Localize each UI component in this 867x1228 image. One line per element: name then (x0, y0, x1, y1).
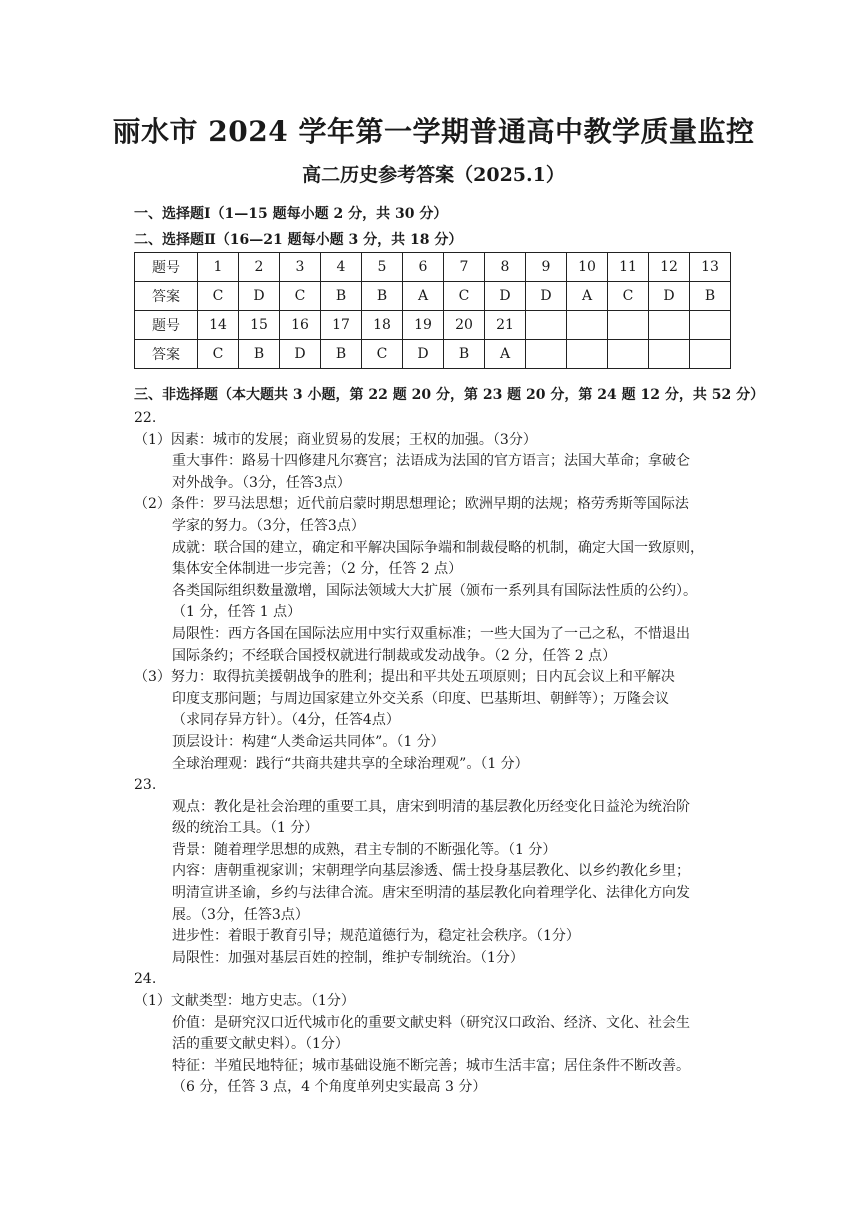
question-number: 2 (239, 253, 280, 282)
answer-line: 全球治理观：践行“共商共建共享的全球治理观”。（1 分） (172, 755, 529, 772)
question-number: 13 (690, 253, 731, 282)
empty-cell (526, 340, 567, 369)
answer-line: 进步性：着眼于教育引导；规范道德行为，稳定社会秩序。（1分） (172, 928, 580, 945)
answer-line: 局限性：西方各国在国际法应用中实行双重标准；一些大国为了一己之私，不惜退出 (172, 625, 690, 642)
row-label: 题号 (135, 253, 198, 282)
page-title: 丽水市 2024 学年第一学期普通高中教学质量监控 (112, 115, 755, 148)
answer-cell: C (362, 340, 403, 369)
answer-cell: B (362, 282, 403, 311)
question-number-22: 22. (134, 410, 157, 426)
answer-line: （1）文献类型：地方史志。（1分） (134, 993, 355, 1010)
answer-line: 背景：随着理学思想的成熟，君主专制的不断强化等。（1 分） (172, 841, 557, 858)
question-number: 10 (567, 253, 608, 282)
answer-cell: B (239, 340, 280, 369)
answer-line: 局限性：加强对基层百姓的控制，维护专制统治。（1分） (172, 949, 524, 966)
answer-line: 价值：是研究汉口近代城市化的重要文献史料（研究汉口政治、经济、文化、社会生 (172, 1014, 690, 1031)
row-label: 题号 (135, 311, 198, 340)
question-number-23: 23. (134, 777, 157, 794)
answer-cell: C (198, 340, 239, 369)
question-number: 4 (321, 253, 362, 282)
answer-line: 级的统治工具。（1 分） (172, 820, 319, 837)
empty-cell (649, 340, 690, 369)
row-label: 答案 (135, 282, 198, 311)
answer-line: 对外战争。（3分，任答3点） (172, 474, 351, 491)
empty-cell (567, 311, 608, 340)
answer-line: 各类国际组织数量激增，国际法领域大大扩展（颁布一系列具有国际法性质的公约）。 (172, 582, 697, 599)
answer-table (134, 252, 731, 369)
question-number: 6 (403, 253, 444, 282)
page-subtitle: 高二历史参考答案（2025.1） (302, 164, 565, 186)
answer-line: 学家的努力。（3分，任答3点） (172, 517, 365, 534)
answer-cell: D (649, 282, 690, 311)
empty-cell (608, 340, 649, 369)
section-choice-1: 一、选择题Ⅰ（1—15 题每小题 2 分，共 30 分） (134, 206, 448, 222)
empty-cell (649, 311, 690, 340)
answer-cell: D (280, 340, 321, 369)
answer-cell: D (239, 282, 280, 311)
answer-cell: C (608, 282, 649, 311)
answer-line: （求同存异方针）。（4分，任答4点） (172, 712, 400, 729)
question-number: 5 (362, 253, 403, 282)
question-number: 18 (362, 311, 403, 340)
row-label: 答案 (135, 340, 198, 369)
answer-line: 国际条约；不经联合国授权就进行制裁或发动战争。（2 分，任答 2 点） (172, 647, 617, 664)
empty-cell (608, 311, 649, 340)
question-number: 3 (280, 253, 321, 282)
question-number: 19 (403, 311, 444, 340)
answer-line: 顶层设计：构建“人类命运共同体”。（1 分） (172, 733, 445, 750)
answer-cell: A (567, 282, 608, 311)
question-number: 7 (444, 253, 485, 282)
answer-line: 内容：唐朝重视家训；宋朝理学向基层渗透、儒士投身基层教化、以乡约教化乡里； (172, 863, 690, 880)
question-number: 16 (280, 311, 321, 340)
answer-cell: A (485, 340, 526, 369)
section-non-choice: 三、非选择题（本大题共 3 小题，第 22 题 20 分，第 23 题 20 分，第 24 题 12 分，共 52 分） (134, 387, 765, 403)
table-row (135, 282, 731, 311)
question-number: 9 (526, 253, 567, 282)
question-number: 14 (198, 311, 239, 340)
answer-line: 成就：联合国的建立，确定和平解决国际争端和制裁侵略的机制，确定大国一致原则， (172, 539, 704, 556)
answer-line: 观点：教化是社会治理的重要工具，唐宋到明清的基层教化历经变化日益沦为统治阶 (172, 798, 690, 815)
answer-cell: B (444, 340, 485, 369)
answer-body (134, 408, 754, 1099)
table-row (135, 311, 731, 340)
empty-cell (567, 340, 608, 369)
answer-cell: B (690, 282, 731, 311)
question-number: 21 (485, 311, 526, 340)
answer-line: 明清宣讲圣谕，乡约与法律合流。唐宋至明清的基层教化向着理学化、法律化方向发 (172, 885, 690, 902)
answer-line: 活的重要文献史料）。（1分） (172, 1036, 349, 1053)
question-number: 8 (485, 253, 526, 282)
answer-line: 集体安全体制进一步完善；（2 分，任答 2 点） (172, 561, 463, 578)
answer-line: （6 分，任答 3 点，4 个角度单列史实最高 3 分） (172, 1079, 487, 1096)
question-number: 15 (239, 311, 280, 340)
question-number: 12 (649, 253, 690, 282)
empty-cell (526, 311, 567, 340)
table-row (135, 253, 731, 282)
answer-cell: B (321, 340, 362, 369)
answer-cell: C (280, 282, 321, 311)
answer-cell: D (526, 282, 567, 311)
answer-line: （3）努力：取得抗美援朝战争的胜利；提出和平共处五项原则；日内瓦会议上和平解决 (134, 669, 675, 686)
empty-cell (690, 340, 731, 369)
answer-cell: A (403, 282, 444, 311)
answer-line: （1）因素：城市的发展；商业贸易的发展；王权的加强。（3分） (134, 431, 537, 448)
answer-line: 展。（3分，任答3点） (172, 906, 309, 923)
answer-cell: D (403, 340, 444, 369)
answer-line: 印度支那问题；与周边国家建立外交关系（印度、巴基斯坦、朝鲜等）；万隆会议 (172, 690, 669, 707)
answer-line: （1 分，任答 1 点） (172, 604, 302, 621)
section-choice-2: 二、选择题Ⅱ（16—21 题每小题 3 分，共 18 分） (134, 232, 463, 248)
answer-line: 特征：半殖民地特征；城市基础设施不断完善；城市生活丰富；居住条件不断改善。 (172, 1057, 690, 1074)
question-number: 11 (608, 253, 649, 282)
question-number-24: 24. (134, 971, 157, 988)
answer-line: （2）条件：罗马法思想；近代前启蒙时期思想理论；欧洲早期的法规；格劳秀斯等国际法 (134, 496, 689, 513)
answer-cell: C (198, 282, 239, 311)
question-number: 20 (444, 311, 485, 340)
answer-cell: D (485, 282, 526, 311)
question-number: 1 (198, 253, 239, 282)
answer-line: 重大事件：路易十四修建凡尔赛宫；法语成为法国的官方语言；法国大革命；拿破仑 (172, 453, 690, 470)
answer-cell: C (444, 282, 485, 311)
table-row (135, 340, 731, 369)
answer-cell: B (321, 282, 362, 311)
empty-cell (690, 311, 731, 340)
question-number: 17 (321, 311, 362, 340)
